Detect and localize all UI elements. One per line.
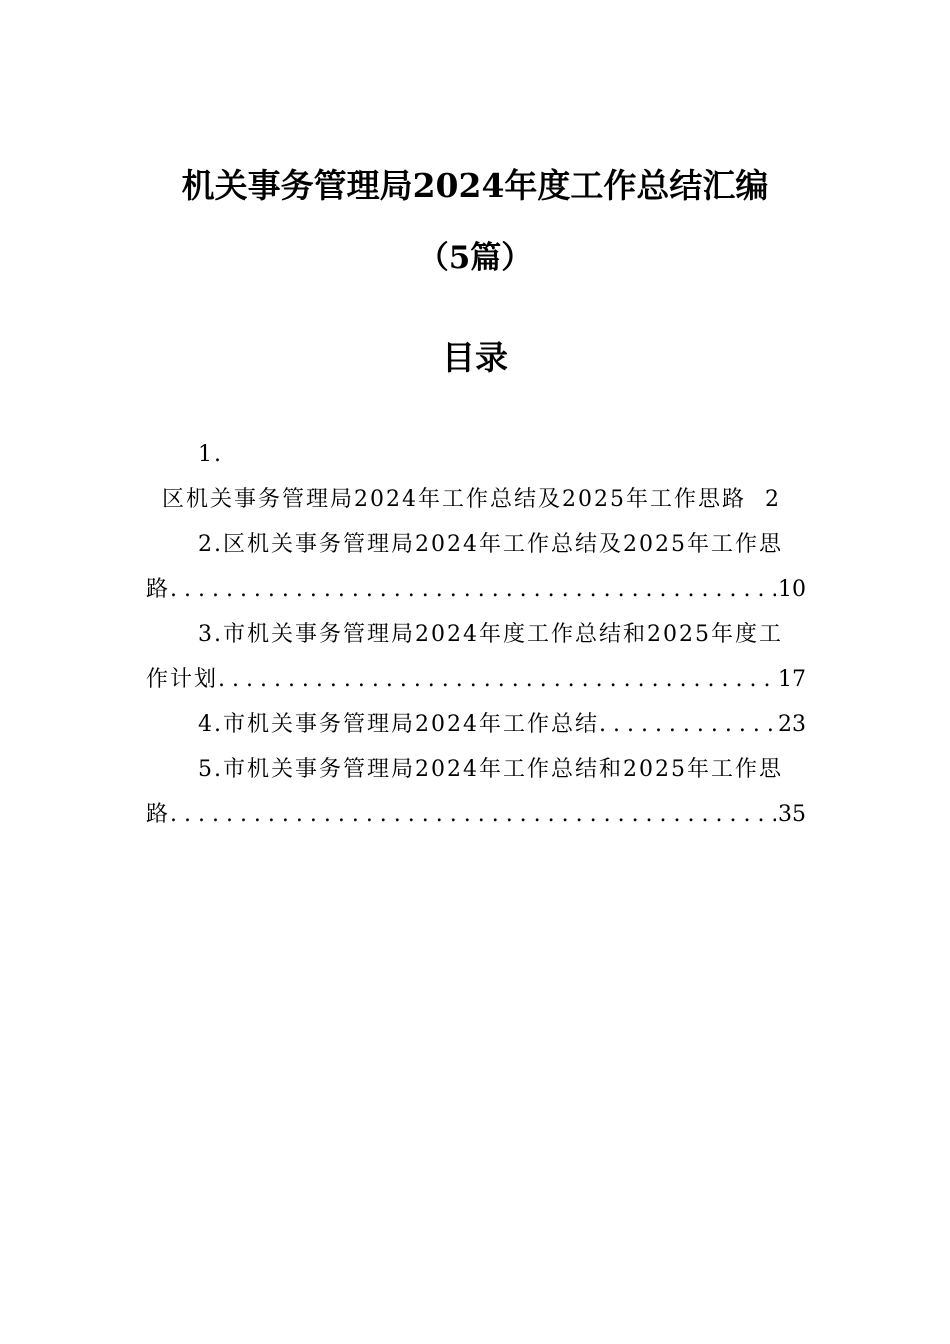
toc-entry-page: 23 [778,712,806,737]
toc-entry-page: 17 [778,667,806,692]
toc-entry-text: 区机关事务管理局2024年工作总结及2025年工作思路 [162,487,746,512]
toc-heading: 目录 [442,338,508,377]
toc-entry-2-line-2[interactable] [146,567,806,612]
toc-entry-number: 4. [198,712,223,737]
document-title: 机关事务管理局2024年度工作总结汇编 [181,166,769,205]
toc-entry-text: 区机关事务管理局2024年工作总结及2025年工作思 [223,532,783,557]
toc-entry-5-line-1[interactable] [146,747,806,792]
toc-entry-text: 路 [146,802,171,827]
toc-leader-dots [599,702,776,747]
toc-leader-dots [170,792,776,837]
toc-leader-dots [170,567,776,612]
toc-entry-text: 路 [146,577,171,602]
toc-entry-text: 市机关事务管理局2024年工作总结 [223,712,599,737]
toc-entry-1[interactable] [146,477,806,522]
toc-entry-1-number[interactable] [146,432,806,477]
toc-entry-number: 2. [198,532,223,557]
toc-entry-3-line-2[interactable] [146,657,806,702]
toc-entry-text: 作计划 [146,667,219,692]
toc-entry-5-line-2[interactable] [146,792,806,837]
toc-entry-page: 2 [764,487,781,512]
toc-entry-text: 市机关事务管理局2024年工作总结和2025年工作思 [223,757,783,782]
toc-entry-page: 35 [778,802,806,827]
toc-entry-number: 1. [198,442,223,467]
toc-entry-page: 10 [778,577,806,602]
toc-entry-number: 3. [198,622,223,647]
toc-entry-text-wrap [198,702,599,747]
toc-leader-dots [218,657,776,702]
toc-entry-4[interactable] [146,702,806,747]
document-subtitle: （5篇） [417,240,533,276]
toc-entry-3-line-1[interactable] [146,612,806,657]
toc-entry-2-line-1[interactable] [146,522,806,567]
toc-entry-text: 市机关事务管理局2024年度工作总结和2025年度工 [223,622,783,647]
toc-entry-number: 5. [198,757,223,782]
